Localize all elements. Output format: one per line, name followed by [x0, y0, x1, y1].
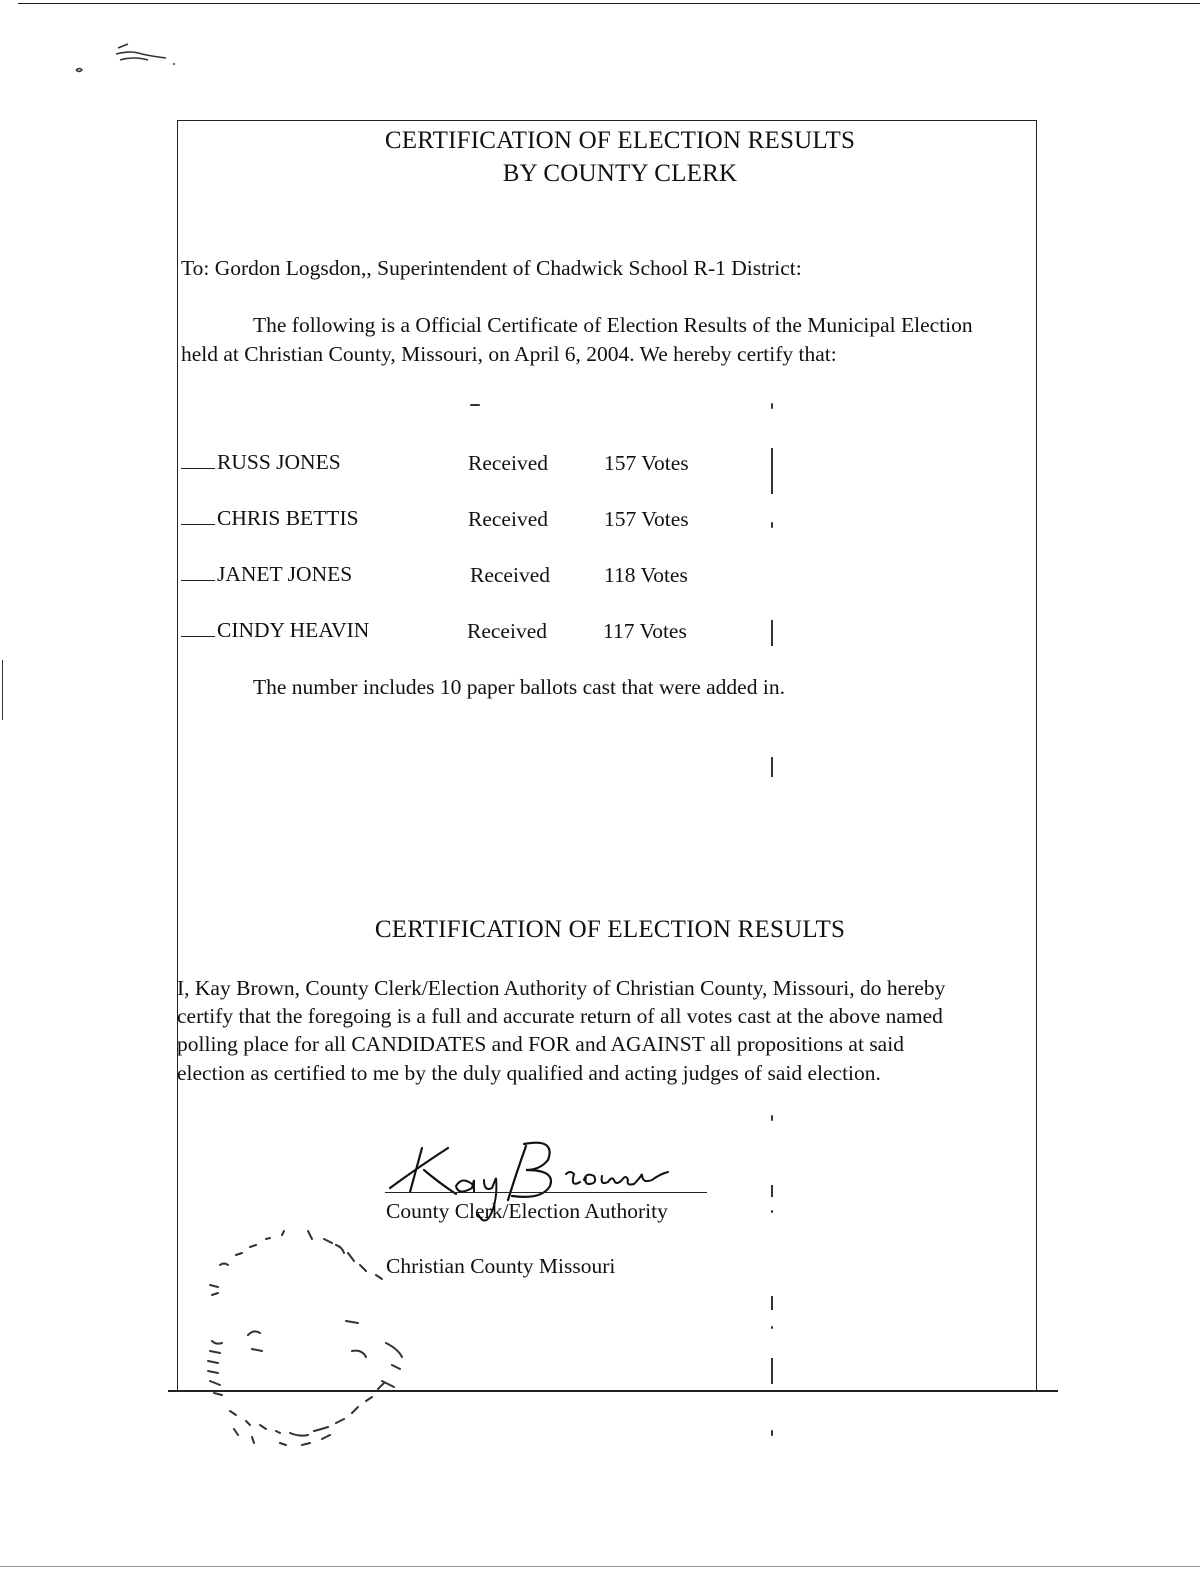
checkbox-line	[181, 506, 215, 525]
scan-artifact	[771, 403, 773, 409]
checkbox-line	[181, 450, 215, 469]
scan-artifact	[771, 1115, 773, 1121]
county-seal-stamp	[190, 1225, 430, 1455]
intro-line-2: held at Christian County, Missouri, on April 6, 2004. We hereby certify that:	[181, 342, 837, 366]
certification-title: CERTIFICATION OF ELECTION RESULTS	[374, 916, 846, 943]
ballot-note: The number includes 10 paper ballots cast that were added in.	[253, 675, 785, 699]
received-label: Received	[468, 451, 548, 475]
scan-artifact	[771, 1210, 773, 1213]
intro-line-1: The following is a Official Certificate of Election Results of the Municipal Election	[253, 313, 973, 337]
certification-line-1: I, Kay Brown, County Clerk/Election Authority of Christian County, Missouri, do hereby	[177, 976, 946, 1000]
scan-artifact	[771, 1326, 773, 1329]
certificate-title: CERTIFICATION OF ELECTION RESULTS	[384, 127, 856, 154]
handwritten-mark	[70, 40, 180, 80]
vote-count: 117 Votes	[603, 619, 687, 643]
certification-line-4: election as certified to me by the duly qualified and acting judges of said election.	[177, 1061, 881, 1085]
candidate-name: JANET JONES	[181, 560, 352, 588]
vote-count: 157 Votes	[604, 507, 689, 531]
scan-artifact	[771, 448, 773, 494]
candidate-name: CHRIS BETTIS	[181, 504, 359, 532]
checkbox-line	[181, 618, 215, 637]
scan-artifact	[771, 1296, 773, 1310]
scan-artifact	[771, 1185, 773, 1197]
received-label: Received	[467, 619, 547, 643]
vote-count: 157 Votes	[604, 451, 689, 475]
candidate-name: CINDY HEAVIN	[181, 616, 369, 644]
received-label: Received	[468, 507, 548, 531]
scan-artifact	[771, 757, 773, 777]
page-top-border	[18, 3, 1200, 4]
signer-location: Christian County Missouri	[386, 1254, 616, 1278]
page-bottom-border	[0, 1566, 1200, 1567]
signature-line	[385, 1192, 707, 1193]
certificate-subtitle: BY COUNTY CLERK	[502, 160, 738, 187]
scan-artifact	[470, 404, 480, 406]
signer-role: County Clerk/Election Authority	[386, 1199, 668, 1223]
scan-artifact	[771, 1430, 773, 1436]
vote-count: 118 Votes	[604, 563, 688, 587]
checkbox-line	[181, 562, 215, 581]
scan-artifact	[771, 1358, 773, 1384]
certification-line-2: certify that the foregoing is a full and accurate return of all votes cast at the above named	[177, 1004, 943, 1028]
certification-line-3: polling place for all CANDIDATES and FOR and AGAINST all propositions at said	[177, 1032, 904, 1056]
received-label: Received	[470, 563, 550, 587]
candidate-name: RUSS JONES	[181, 448, 341, 476]
addressee-line: To: Gordon Logsdon,, Superintendent of Chadwick School R-1 District:	[181, 256, 802, 280]
scan-artifact	[2, 660, 3, 720]
scan-artifact	[771, 522, 773, 528]
scan-artifact	[771, 620, 773, 646]
